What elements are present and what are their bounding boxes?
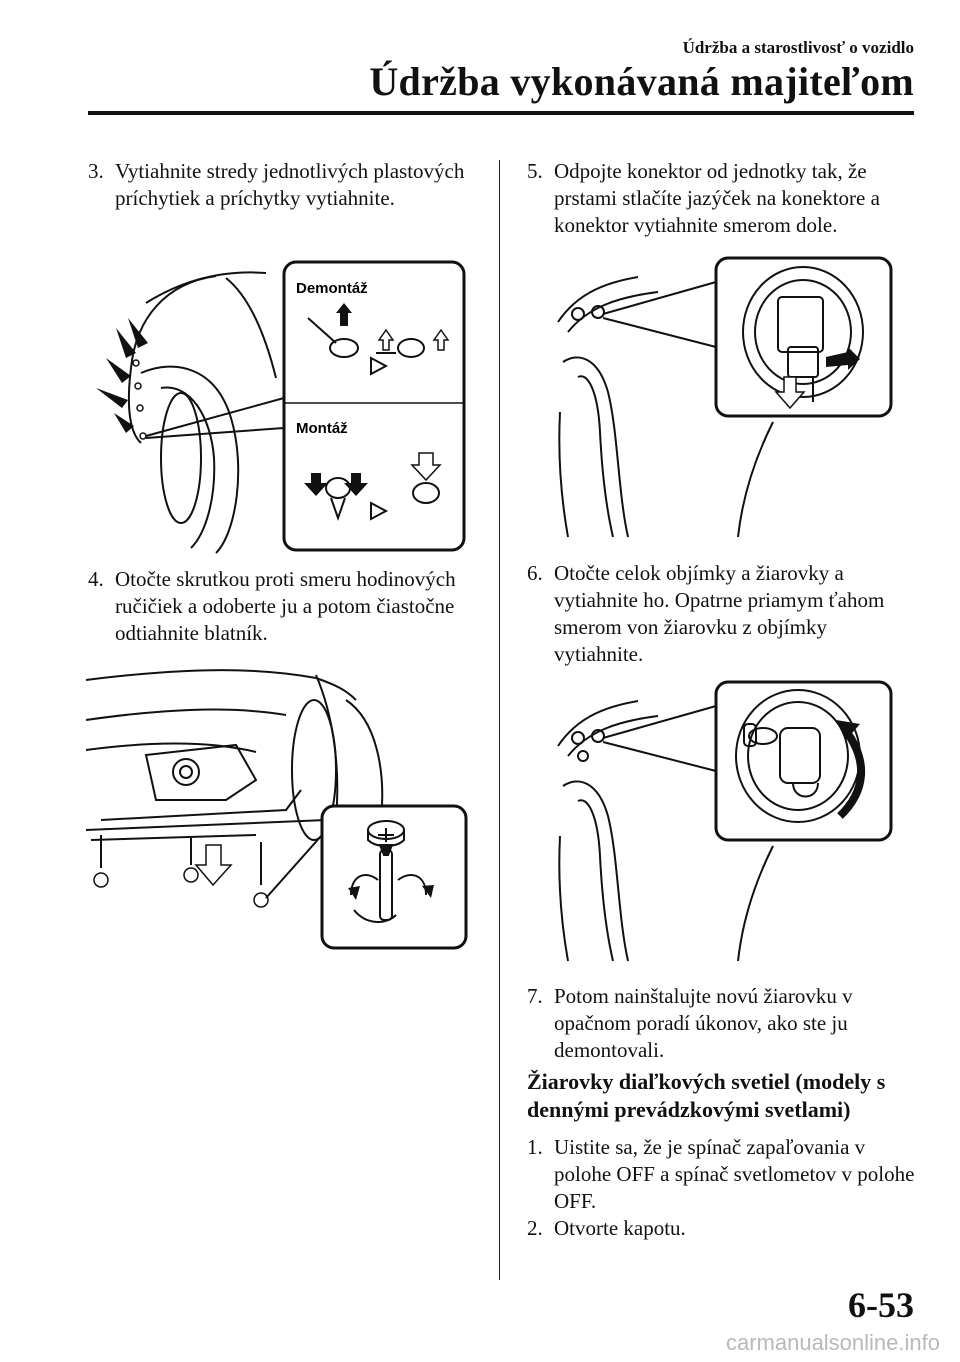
page-title: Údržba vykonávaná majiteľom (369, 59, 914, 104)
step-number: 4. (88, 567, 104, 591)
step-text: Uistite sa, že je spínač zapaľovania v polohe OFF a spínač svetlometov v polohe OFF. (554, 1135, 915, 1213)
step-number: 5. (527, 159, 543, 183)
step-5 (527, 158, 917, 239)
label-install: Montáž (296, 420, 348, 437)
figure-clip-removal (86, 258, 471, 558)
step-text: Vytiahnite stredy jednotlivých plastových príchytiek a príchytky vytiahnite. (115, 159, 465, 210)
step-6 (527, 560, 917, 668)
step-4 (88, 566, 478, 647)
label-remove: Demontáž (296, 280, 368, 297)
header-rule (88, 111, 914, 115)
watermark: carmanualsonline.info (725, 1330, 940, 1355)
step-number: 2. (527, 1216, 543, 1240)
step-text: Otočte celok objímky a žiarovky a vytiahnite ho. Opatrne priamym ťahom smerom von žiarovku z objímky vytiahnite. (554, 561, 885, 666)
step-3 (88, 158, 468, 212)
step-text: Potom nainštalujte novú žiarovku v opačnom poradí úkonov, ako ste ju demontovali. (554, 984, 853, 1062)
step-7 (527, 983, 917, 1064)
section-step-1 (527, 1134, 917, 1215)
step-number: 1. (527, 1135, 543, 1159)
step-number: 3. (88, 159, 104, 183)
figure-screw-removal (86, 660, 471, 955)
step-text: Otočte skrutkou proti smeru hodinových ručičiek a odoberte ju a potom čiastočne odtiahnite blatník. (115, 567, 456, 645)
column-divider (499, 160, 500, 1280)
figure-bulb-twist (548, 676, 898, 966)
section-heading: Žiarovky diaľkových svetiel (modely s dennými prevádzkovými svetlami) (527, 1069, 886, 1122)
step-text: Odpojte konektor od jednotky tak, že prstami stlačíte jazýček na konektore a konektor vytiahnite smerom dole. (554, 159, 880, 237)
figure-connector (548, 252, 898, 542)
page-number: 6-53 (848, 1285, 914, 1325)
step-number: 7. (527, 984, 543, 1008)
step-number: 6. (527, 561, 543, 585)
section-step-2 (527, 1215, 917, 1242)
header-section: Údržba a starostlivosť o vozidlo (682, 38, 914, 57)
step-text: Otvorte kapotu. (554, 1216, 686, 1240)
